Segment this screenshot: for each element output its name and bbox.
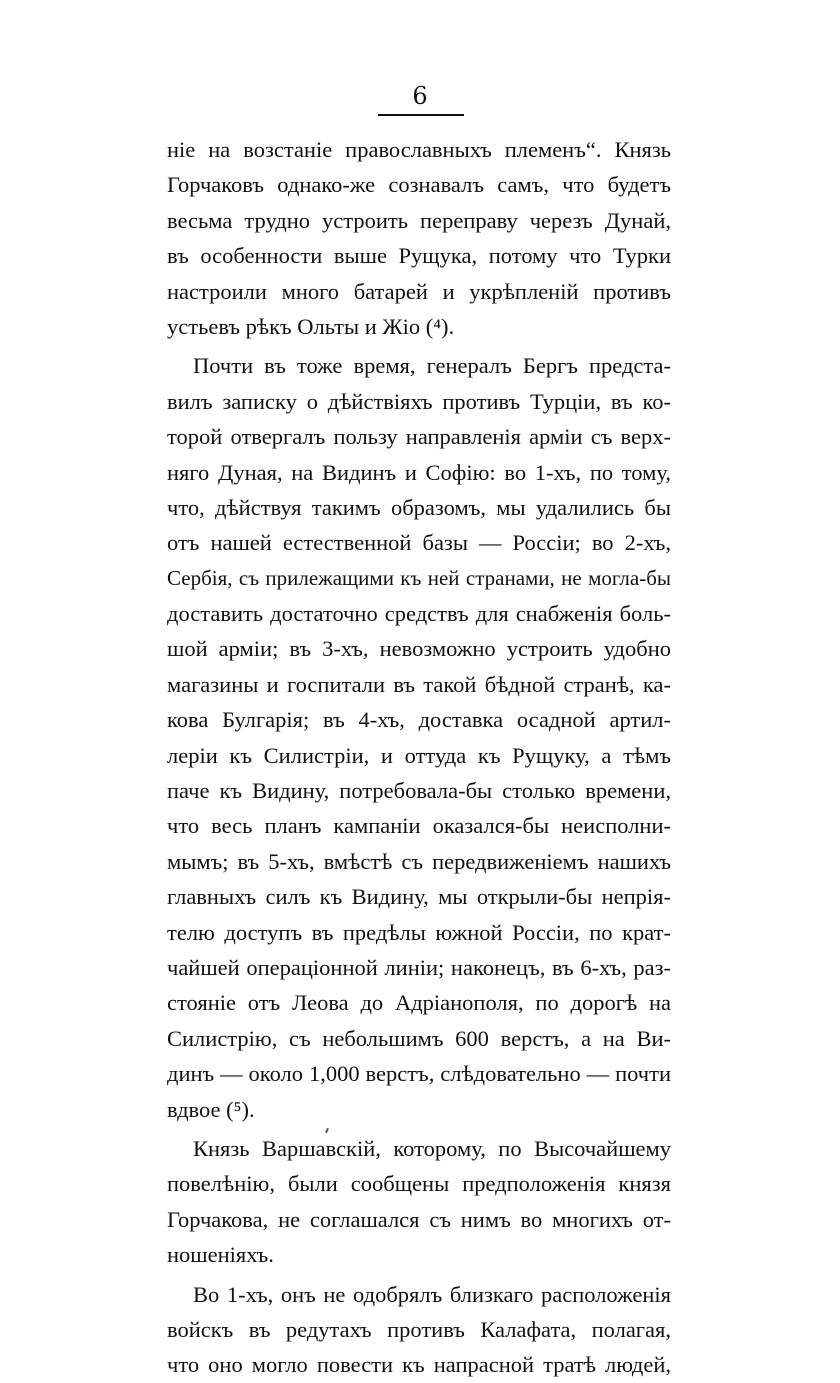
text-line: отъ нашей естественной базы — Россіи; во 2-хъ, [167,530,671,556]
text-line: Во 1-хъ, онъ не одобрялъ близкаго расположенія [193,1281,671,1307]
text-line: главныхъ силъ къ Видину, мы открыли-бы непрія- [167,884,671,910]
text-line: динъ — около 1,000 верстъ, слѣдовательно — почти [167,1061,671,1087]
text-line: Горчакова, не соглашался съ нимъ во многихъ от- [167,1206,671,1232]
text-line: настроили много батарей и укрѣпленій противъ [167,278,671,304]
text-line: леріи къ Силистріи, и оттуда къ Рущуку, а тѣмъ [167,742,671,768]
text-line: чайшей операціонной линіи; наконецъ, въ 6-хъ, раз- [167,954,671,980]
text-line: стояніе отъ Леова до Адріанополя, по дорогѣ на [167,990,671,1016]
text-line: что оно могло повести къ напрасной тратѣ людей, [167,1352,671,1378]
text-line: телю доступъ въ предѣлы южной Россіи, по крат- [167,919,671,945]
text-line: войскъ въ редутахъ противъ Калафата, полагая, [167,1316,671,1342]
paragraph-3 [167,1131,671,1273]
text-line: ношеніяхъ. [167,1242,274,1268]
text-line: что, дѣйствуя такимъ образомъ, мы удалились бы [167,494,671,520]
text-line: что весь планъ кампаніи оказался-бы неисполни- [167,813,671,839]
text-line: торой отвергалъ пользу направленія арміи съ верх- [167,424,671,450]
text-line: шой арміи; въ 3-хъ, невозможно устроить удобно [167,636,671,662]
text-line: няго Дуная, на Видинъ и Софію: во 1-хъ, по тому, [167,459,671,485]
text-line: повелѣнію, были сообщены предположенія князя [167,1171,671,1197]
text-line: магазины и госпитали въ такой бѣдной странѣ, ка- [167,671,671,697]
text-line: Сербія, съ прилежащими къ ней странами, не могла-бы [167,565,671,590]
text-line: устьевъ рѣкъ Ольты и Жіо (⁴). [167,313,455,339]
text-line: доставить достаточно средствъ для снабженія боль- [167,601,671,627]
text-line: Горчаковъ однако-же сознавалъ самъ, что будетъ [167,172,671,198]
text-line: Силистрію, съ небольшимъ 600 верстъ, а на Ви- [167,1025,671,1051]
paragraph-1 [167,132,671,344]
text-line: вдвое (⁵). [167,1096,255,1122]
header-rule [378,114,464,116]
text-line: Князь Варшавскій, которому, по Высочайшему [193,1135,671,1161]
text-line: мымъ; въ 5-хъ, вмѣстѣ съ передвиженіемъ нашихъ [167,848,671,874]
text-line: кова Булгарія; въ 4-хъ, доставка осадной артил- [167,707,671,733]
paragraph-4 [167,1277,671,1383]
text-line: паче къ Видину, потребовала-бы столько времени, [167,778,671,804]
text-line: весьма трудно устроить переправу черезъ Дунай, [167,207,671,233]
page-number: 6 [412,82,428,110]
text-line: Почти въ тоже время, генералъ Бергъ предста- [193,353,671,379]
text-line: вилъ записку о дѣйствіяхъ противъ Турціи, въ ко- [167,388,671,414]
paragraph-2 [167,348,671,1127]
text-line: ніе на возстаніе православныхъ племенъ“. Князь [167,137,671,162]
body-text [167,132,671,1383]
text-line: въ особенности выше Рущука, потому что Турки [167,243,671,269]
